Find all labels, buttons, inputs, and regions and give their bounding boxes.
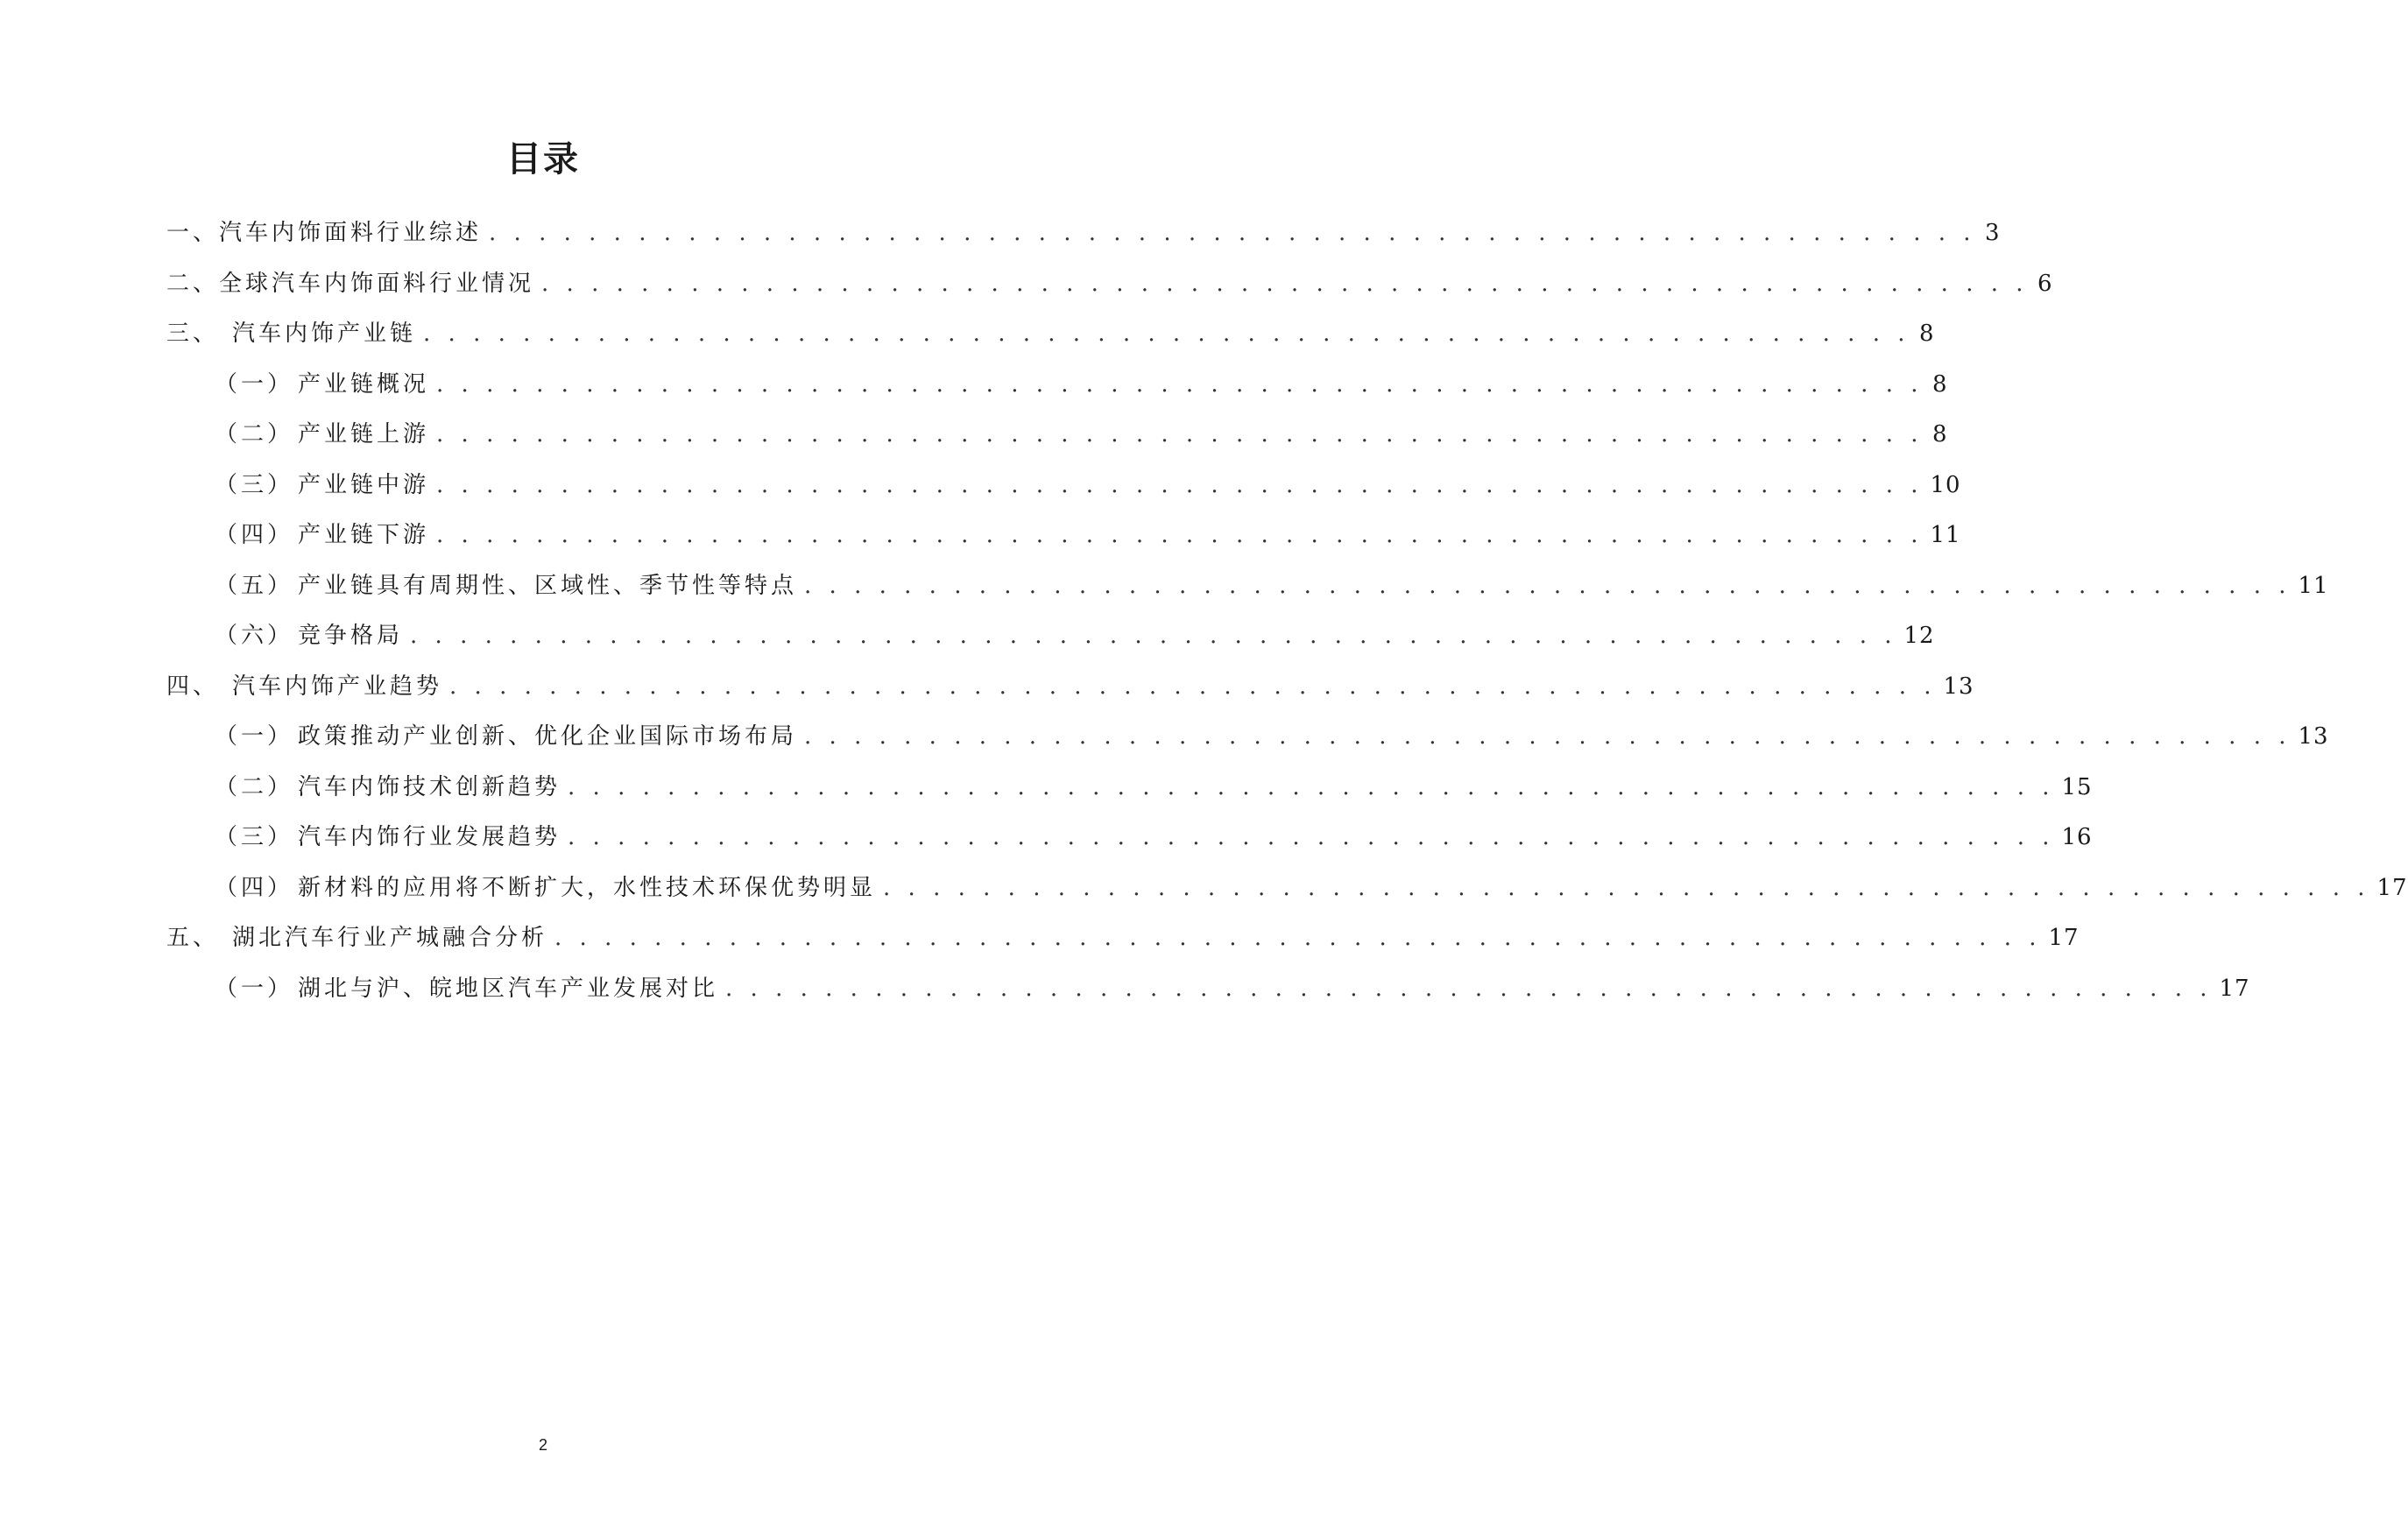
toc-entry-number: （二） [215,773,294,800]
toc-entry[interactable] [166,416,1948,467]
toc-entry[interactable] [166,668,1974,719]
toc-entry-page: 17 [2376,874,2408,901]
toc-entry-number: 三、 [166,321,220,347]
toc-entry-number: （三） [215,471,294,498]
dot-leader: . . . . . . . . . . . . . . . . . . . . . . . . . . . . . . . . . . . . . . . . . . . . . . . . . . . . . . . . . . . . [725,975,2213,1002]
toc-entry-number: 一、 [166,220,220,246]
toc-entry-title: 产业链下游 [298,522,430,548]
toc-entry-page: 8 [1931,370,1948,398]
toc-entry-title: 汽车内饰产业链 [232,321,417,347]
toc-entry-title: 汽车内饰技术创新趋势 [298,773,561,800]
toc-entry[interactable] [166,819,2093,870]
toc-entry-title: 汽车内饰面料行业综述 [219,220,483,246]
toc-entry[interactable] [166,617,1935,668]
toc-entry-title: 汽车内饰行业发展趋势 [298,824,561,850]
toc-entry-page: 6 [2037,270,2053,297]
dot-leader: . . . . . . . . . . . . . . . . . . . . . . . . . . . . . . . . . . . . . . . . . . . . . . . . . . . . . . . . . . . . [804,723,2291,750]
toc-entry-title: 湖北与沪、皖地区汽车产业发展对比 [298,975,719,1002]
dot-leader: . . . . . . . . . . . . . . . . . . . . . . . . . . . . . . . . . . . . . . . . . . . . . . . . . . . . . . . . . . . . [554,925,2042,951]
toc-entry-number: （五） [215,572,294,599]
dot-leader: . . . . . . . . . . . . . . . . . . . . . . . . . . . . . . . . . . . . . . . . . . . . . . . . . . . . . . . . . . . . [804,572,2291,599]
toc-entry-number: 二、 [166,270,220,297]
toc-entry-page: 11 [2298,572,2329,599]
toc-entry-number: （三） [215,824,294,850]
toc-entry[interactable] [166,769,2093,820]
dot-leader: . . . . . . . . . . . . . . . . . . . . . . . . . . . . . . . . . . . . . . . . . . . . . . . . . . . . . . . . . . . . [423,321,1910,347]
toc-entry[interactable] [166,215,2001,265]
toc-entry-page: 17 [2048,925,2080,951]
toc-entry-page: 8 [1918,321,1935,347]
toc-entry[interactable] [166,718,2329,769]
toc-entry[interactable] [166,870,2408,920]
toc-entry[interactable] [166,366,1948,417]
dot-leader: . . . . . . . . . . . . . . . . . . . . . . . . . . . . . . . . . . . . . . . . . . . . . . . . . . . . . . . . . . . . [883,874,2370,901]
table-of-contents [166,215,2408,1020]
toc-entry[interactable] [166,467,1961,518]
dot-leader: . . . . . . . . . . . . . . . . . . . . . . . . . . . . . . . . . . . . . . . . . . . . . . . . . . . . . . . . . . . . [449,673,1937,700]
dot-leader: . . . . . . . . . . . . . . . . . . . . . . . . . . . . . . . . . . . . . . . . . . . . . . . . . . . . . . . . . . . . [410,623,1897,649]
toc-entry[interactable] [166,517,1961,567]
toc-entry-title: 产业链上游 [298,421,430,447]
toc-entry[interactable] [166,265,2053,316]
toc-entry-page: 13 [1943,673,1974,700]
toc-entry[interactable] [166,970,2250,1021]
toc-entry-number: （二） [215,421,294,447]
toc-entry-title: 湖北汽车行业产城融合分析 [232,925,548,951]
dot-leader: . . . . . . . . . . . . . . . . . . . . . . . . . . . . . . . . . . . . . . . . . . . . . . . . . . . . . . . . . . . . [436,370,1924,398]
toc-entry-number: 五、 [166,925,220,951]
dot-leader: . . . . . . . . . . . . . . . . . . . . . . . . . . . . . . . . . . . . . . . . . . . . . . . . . . . . . . . . . . . . [436,522,1924,548]
toc-entry-title: 全球汽车内饰面料行业情况 [219,270,535,297]
toc-entry-title: 新材料的应用将不断扩大，水性技术环保优势明显 [298,874,877,901]
toc-entry-number: （一） [215,723,294,750]
toc-entry-page: 16 [2061,824,2093,850]
toc-entry-page: 13 [2298,723,2329,750]
toc-entry-number: （四） [215,522,294,548]
dot-leader: . . . . . . . . . . . . . . . . . . . . . . . . . . . . . . . . . . . . . . . . . . . . . . . . . . . . . . . . . . . . [436,471,1924,498]
page-title: 目录 [506,139,580,180]
dot-leader: . . . . . . . . . . . . . . . . . . . . . . . . . . . . . . . . . . . . . . . . . . . . . . . . . . . . . . . . . . . . [568,773,2055,800]
toc-entry-title: 竞争格局 [298,623,404,649]
toc-entry-number: （四） [215,874,294,901]
dot-leader: . . . . . . . . . . . . . . . . . . . . . . . . . . . . . . . . . . . . . . . . . . . . . . . . . . . . . . . . . . . . [436,421,1924,447]
toc-entry[interactable] [166,567,2329,618]
dot-leader: . . . . . . . . . . . . . . . . . . . . . . . . . . . . . . . . . . . . . . . . . . . . . . . . . . . . . . . . . . . . [568,824,2055,850]
toc-entry-title: 产业链中游 [298,471,430,498]
toc-entry-title: 产业链具有周期性、区域性、季节性等特点 [298,572,798,599]
toc-entry-number: 四、 [166,673,220,700]
toc-entry-page: 17 [2219,975,2250,1002]
page-number: 2 [538,1436,547,1454]
toc-entry[interactable] [166,919,2080,970]
toc-entry-page: 15 [2061,773,2093,800]
toc-entry[interactable] [166,315,1935,366]
toc-entry-title: 产业链概况 [298,370,430,398]
toc-entry-title: 汽车内饰产业趋势 [232,673,443,700]
dot-leader: . . . . . . . . . . . . . . . . . . . . . . . . . . . . . . . . . . . . . . . . . . . . . . . . . . . . . . . . . . . . [541,270,2029,297]
toc-entry-number: （一） [215,975,294,1002]
toc-entry-page: 10 [1930,471,1961,498]
toc-entry-title: 政策推动产业创新、优化企业国际市场布局 [298,723,798,750]
toc-entry-page: 3 [1984,220,2001,246]
toc-entry-number: （一） [215,370,294,398]
toc-entry-page: 11 [1930,522,1961,548]
toc-entry-number: （六） [215,623,294,649]
toc-entry-page: 12 [1903,623,1935,649]
dot-leader: . . . . . . . . . . . . . . . . . . . . . . . . . . . . . . . . . . . . . . . . . . . . . . . . . . . . . . . . . . . . [489,220,1976,246]
toc-entry-page: 8 [1931,421,1948,447]
